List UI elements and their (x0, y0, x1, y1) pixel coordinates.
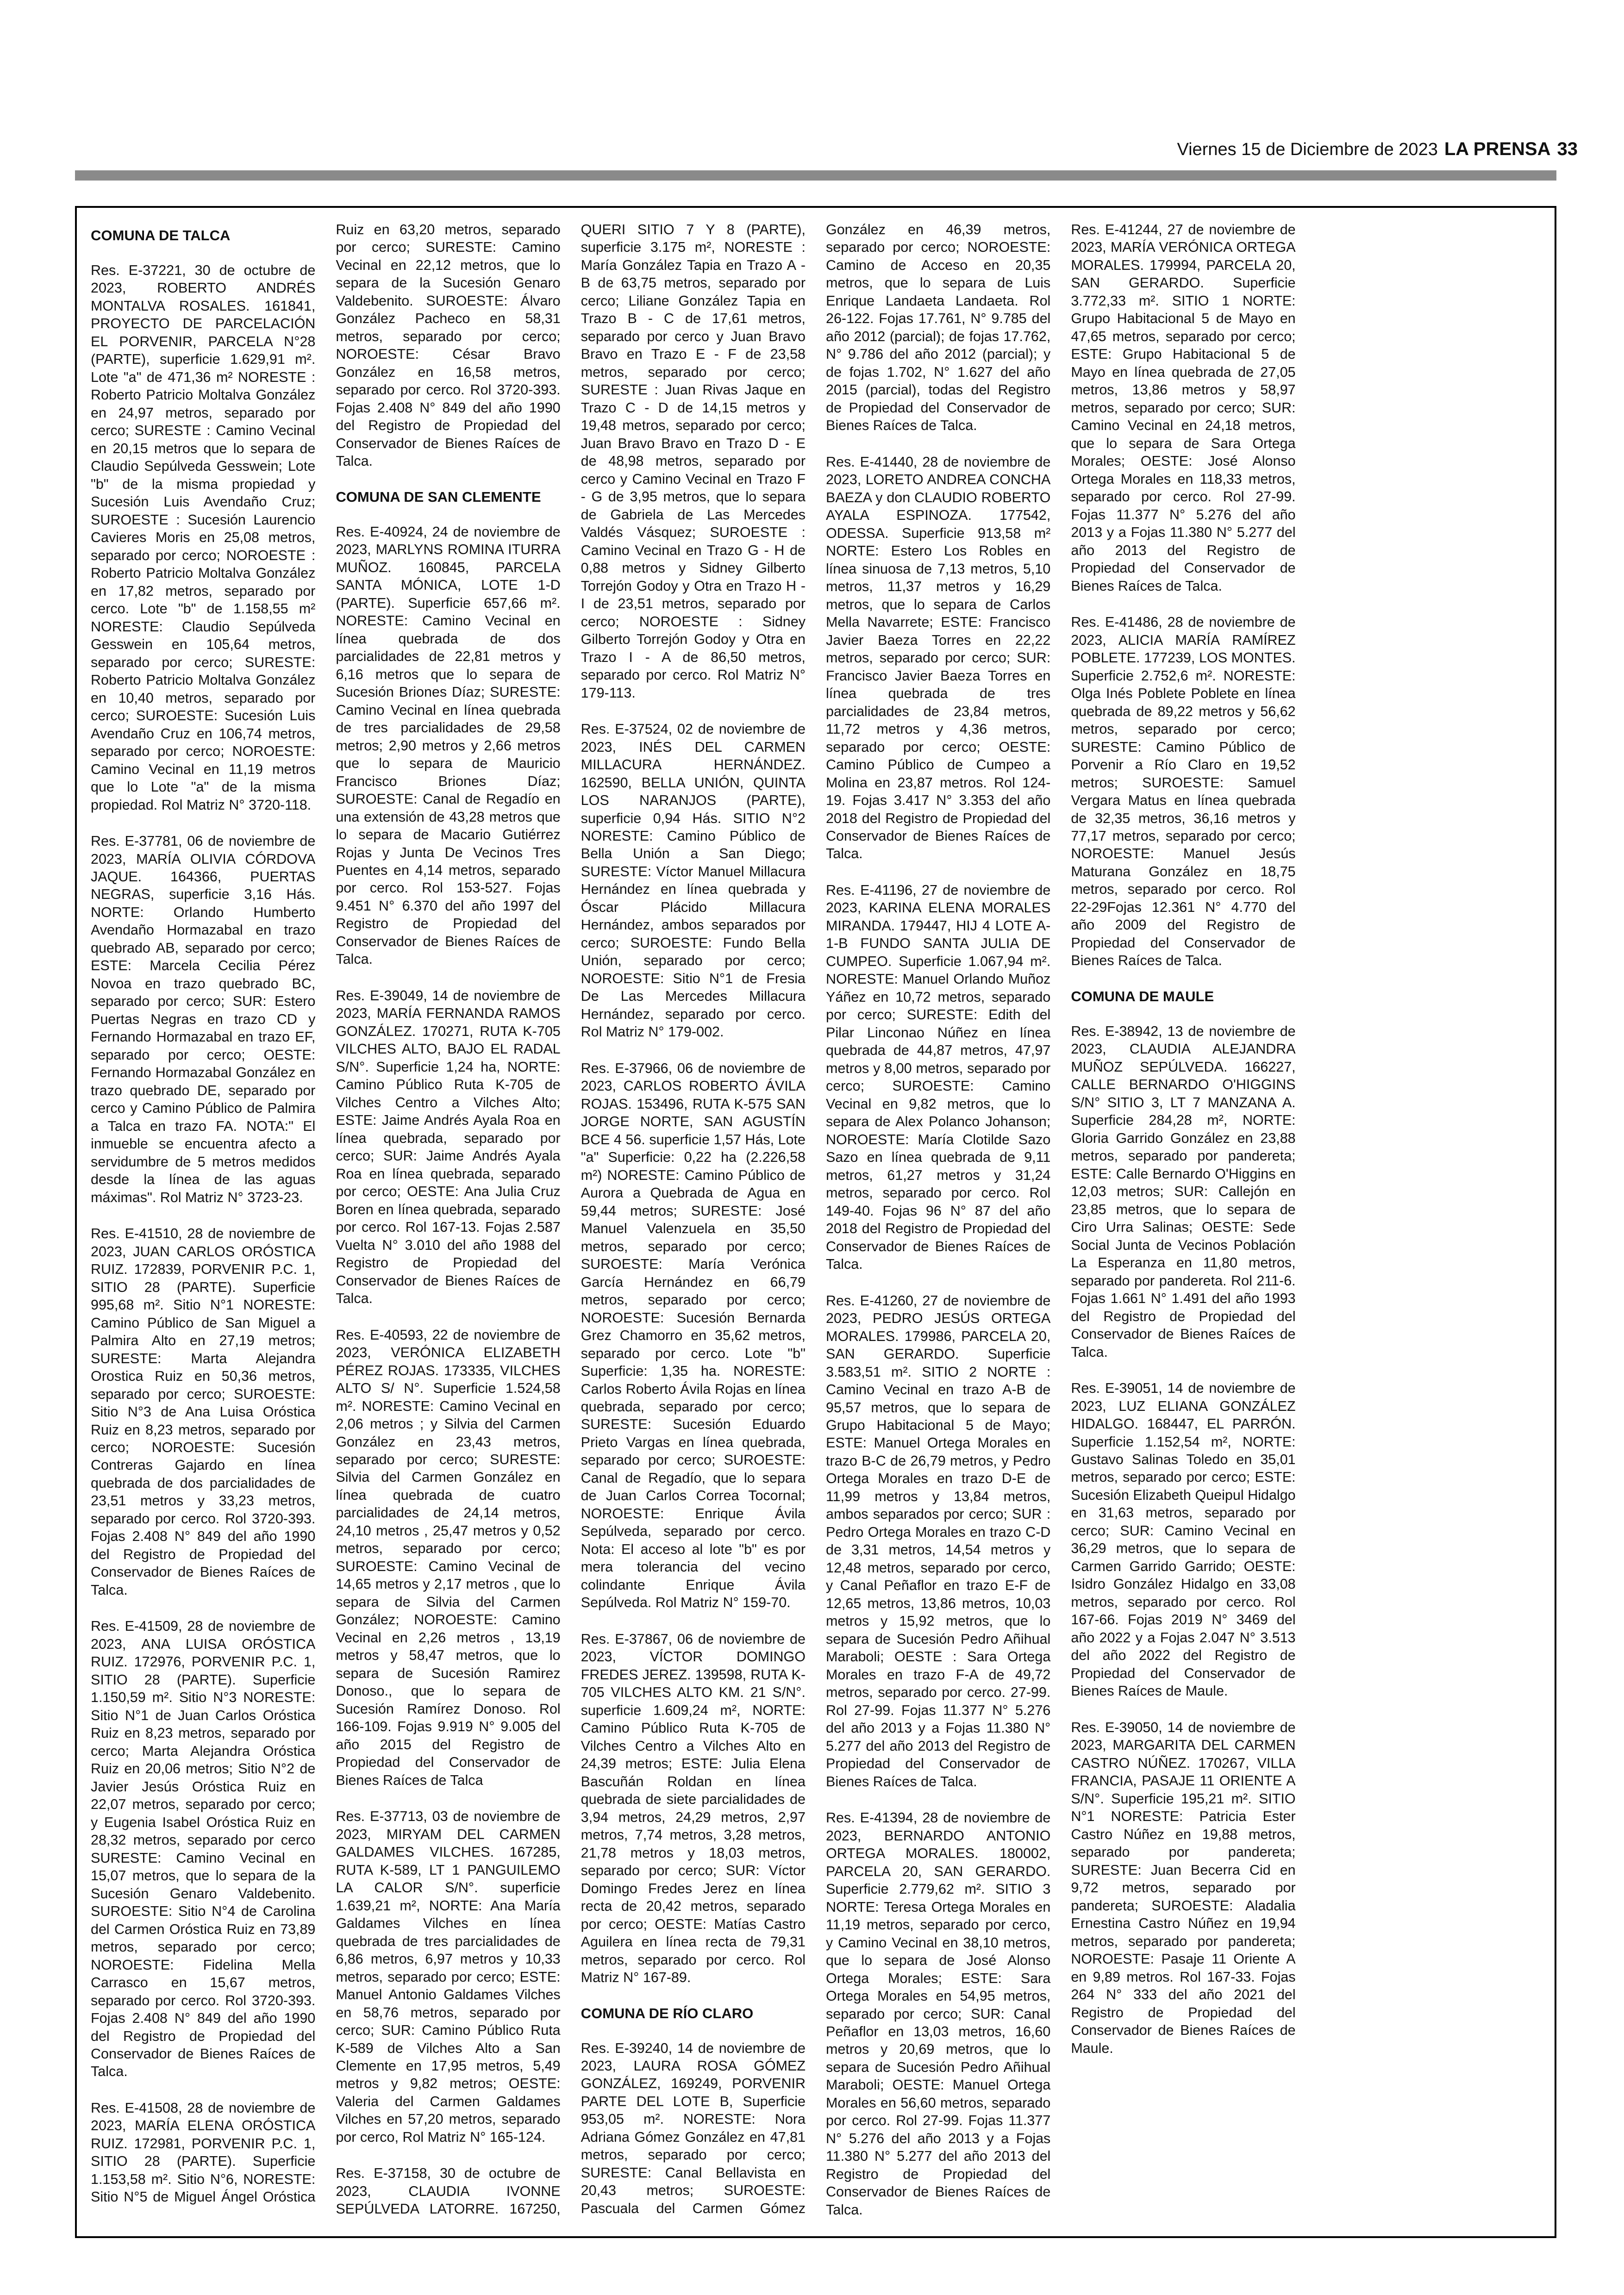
section-heading: COMUNA DE TALCA (91, 227, 231, 243)
legal-notice: Res. E-39051, 14 de noviembre de 2023, LUZ ELIANA GONZÁLEZ HIDALGO. 168447, EL PARRÓN. Superficie 1.152,54 m², NORTE: Gustavo Salinas Toledo en 35,01 metros, separado por cerco; ESTE: Sucesión Elizabeth Queipul Hidalgo en 31,63 metros, separado por cerco; SUR: Camino Vecinal en 36,29 metros, que lo separa de Carmen Garrido Garrido; OESTE: Isidro González Hidalgo en 33,08 metros, separado por cerco. Rol 167-66. Fojas 2019 N° 3469 del año 2022 y a Fojas 2.047 N° 3.513 del año 2022 del Registro de Propiedad del Conservador de Bienes Raíces de Maule. (1071, 1380, 1296, 1699)
section-heading: COMUNA DE MAULE (1071, 988, 1214, 1004)
notices-frame (75, 206, 1556, 2238)
legal-notice: Res. E-41508, 28 de noviembre de 2023, MARÍA ELENA ORÓSTICA RUIZ. 172981, PORVENIR P.C. 1, SITIO 28 (PARTE). Superficie 1.153,58 m². Sitio N°6, NORESTE: Sitio N°5 de Miguel Ángel Oróstica Ruiz en 63,20 metros, separado por cerco; SURESTE: Camino Vecinal en 22,12 metros, que lo separa de la Sucesión Genaro Valdebenito. SUROESTE: Álvaro González Pacheco en 58,31 metros, separado por cerco; NOROESTE: César Bravo González en 16,58 metros, separado por cerco. Rol 3720-393. Fojas 2.408 N° 849 del año 1990 del Registro de Propiedad del Conservador de Bienes Raíces de Talca. (91, 222, 561, 2205)
notices-columns (91, 221, 1541, 2220)
legal-notice: Res. E-41509, 28 de noviembre de 2023, ANA LUISA ORÓSTICA RUIZ. 172976, PORVENIR P.C. 1, SITIO 28 (PARTE). Superficie 1.150,59 m². Sitio N°3 NORESTE: Sitio N°1 de Juan Carlos Oróstica Ruiz en 8,23 metros, separado por cerco; Marta Alejandra Oróstica Ruiz en 20,06 metros; Sitio N°2 de Javier Jesús Oróstica Ruiz en 22,07 metros, separado por cerco; y Eugenia Isabel Oróstica Ruiz en 28,32 metros, separado por cerco SURESTE: Camino Vecinal en 15,07 metros, que lo separa de la Sucesión Genaro Valdebenito. SUROESTE: Sitio N°4 de Carolina del Carmen Oróstica Ruiz en 73,89 metros, separado por cerco; NOROESTE: Fidelina Mella Carrasco en 15,67 metros, separado por cerco. Rol 3720-393. Fojas 2.408 N° 849 del año 1990 del Registro de Propiedad del Conservador de Bienes Raíces de Talca. (91, 1618, 316, 2080)
section-heading: COMUNA DE SAN CLEMENTE (336, 488, 541, 505)
legal-notice: Res. E-37221, 30 de octubre de 2023, ROBERTO ANDRÉS MONTALVA ROSALES. 161841, PROYECTO DE PARCELACIÓN EL PORVENIR, PARCELA N°28 (PARTE), superficie 1.629,91 m². Lote "a" de 471,36 m² NORESTE : Roberto Patricio Moltalva González en 24,97 metros, separado por cerco; SURESTE : Camino Vecinal en 20,15 metros que lo separa de Claudio Sepúlveda Gesswein; Lote "b" de la misma propiedad y Sucesión Luis Avendaño Cruz; SUROESTE : Sucesión Laurencio Cavieres Moris en 25,08 metros, separado por cerco; NOROESTE : Roberto Patricio Moltalva González en 17,82 metros, separado por cerco. Lote "b" de 1.158,55 m² NORESTE: Claudio Sepúlveda Gesswein en 105,64 metros, separado por cerco; SURESTE: Roberto Patricio Moltalva González en 10,40 metros, separado por cerco; SUROESTE: Sucesión Luis Avendaño Cruz en 106,74 metros, separado por cerco; NOROESTE: Camino Vecinal en 11,19 metros que lo Lote "a" de la misma propiedad. Rol Matriz N° 3720-118. (91, 262, 316, 813)
legal-notice: Res. E-41196, 27 de noviembre de 2023, KARINA ELENA MORALES MIRANDA. 179447, HIJ 4 LOTE A-1-B FUNDO SANTA JULIA DE CUMPEO. Superficie 1.067,94 m². NORESTE: Manuel Orlando Muñoz Yáñez en 10,72 metros, separado por cerco; SURESTE: Edith del Pilar Linconao Núñez en línea quebrada de 44,87 metros, 47,97 metros y 8,00 metros, separado por cerco; SUROESTE: Camino Vecinal en 9,82 metros, que lo separa de Alex Polanco Johanson; NOROESTE: María Clotilde Sazo Sazo en línea quebrada de 9,11 metros, 61,27 metros y 31,24 metros, separado por cerco. Rol 149-40. Fojas 96 N° 87 del año 2018 del Registro de Propiedad del Conservador de Bienes Raíces de Talca. (825, 882, 1051, 1272)
legal-notice: Res. E-41486, 28 de noviembre de 2023, ALICIA MARÍA RAMÍREZ POBLETE. 177239, LOS MONTES. Superficie 2.752,6 m². NORESTE: Olga Inés Poblete Poblete en línea quebrada de 89,22 metros y 56,62 metros, separado por cerco; SURESTE: Camino Público de Porvenir a Río Claro en 19,52 metros; SUROESTE: Samuel Vergara Matus en línea quebrada de 32,35 metros, 36,16 metros y 77,17 metros, separado por cerco; NOROESTE: Manuel Jesús Maturana González en 18,75 metros, separado por cerco. Rol 22-29Fojas 12.361 N° 4.770 del año 2009 del Registro de Propiedad del Conservador de Bienes Raíces de Talca. (1071, 614, 1296, 969)
legal-notice: Res. E-41244, 27 de noviembre de 2023, MARÍA VERÓNICA ORTEGA MORALES. 179994, PARCELA 20, SAN GERARDO. Superficie 3.772,33 m². SITIO 1 NORTE: Grupo Habitacional 5 de Mayo en 47,65 metros, separado por cerco; ESTE: Grupo Habitacional 5 de Mayo en línea quebrada de 27,05 metros, 13,86 metros y 58,97 metros, separado por cerco; SUR: Camino Vecinal en 24,18 metros, que lo separa de Sara Ortega Morales; OESTE: José Alonso Ortega Morales en 118,33 metros, separado por cerco. Rol 27-99. Fojas 11.377 N° 5.276 del año 2013 y a Fojas 11.380 N° 5.277 del año 2013 del Registro de Propiedad del Conservador de Bienes Raíces de Talca. (1071, 222, 1296, 594)
masthead (1177, 139, 1578, 160)
legal-notice: Res. E-38942, 13 de noviembre de 2023, CLAUDIA ALEJANDRA MUÑOZ SEPÚLVEDA. 166227, CALLE BERNARDO O'HIGGINS S/N° SITIO 3, LT 7 MANZANA A. Superficie 284,28 m², NORTE: Gloria Garrido González en 23,88 metros, separado por pandereta; ESTE: Calle Bernardo O'Higgins en 12,03 metros; SUR: Callejón en 23,85 metros, que lo separa de Ciro Urra Salinas; OESTE: Sede Social Junta de Vecinos Población La Esperanza en 11,80 metros, separado por pandereta. Rol 211-6. Fojas 1.661 N° 1.491 del año 1993 del Registro de Propiedad del Conservador de Bienes Raíces de Talca. (1071, 1023, 1296, 1360)
legal-notice: Res. E-39049, 14 de noviembre de 2023, MARÍA FERNANDA RAMOS GONZÁLEZ. 170271, RUTA K-705 VILCHES ALTO, BAJO EL RADAL S/N°. Superficie 1,24 ha, NORTE: Camino Público Ruta K-705 de Vilches Centro a Vilches Alto; ESTE: Jaime Andrés Ayala Roa en línea quebrada, separado por cerco; SUR: Jaime Andrés Ayala Roa en línea quebrada, separado por cerco; OESTE: Ana Julia Cruz Boren en línea quebrada, separado por cerco. Rol 167-13. Fojas 2.587 Vuelta N° 3.010 del año 1988 del Registro de Propiedad del Conservador de Bienes Raíces de Talca. (336, 987, 561, 1307)
legal-notice: Res. E-41260, 27 de noviembre de 2023, PEDRO JESÚS ORTEGA MORALES. 179986, PARCELA 20, SAN GERARDO. Superficie 3.583,51 m². SITIO 2 NORTE : Camino Vecinal en trazo A-B de 95,57 metros, que lo separa de Grupo Habitacional 5 de Mayo; ESTE: Manuel Ortega Morales en trazo B-C de 26,79 metros, y Pedro Ortega Morales en trazo D-E de 11,99 metros y 13,84 metros, ambos separados por cerco; SUR : Pedro Ortega Morales en trazo C-D de 3,31 metros, 14,54 metros y 12,48 metros, separado por cerco, y Canal Peñaflor en trazo E-F de 12,65 metros, 13,86 metros, 10,03 metros y 15,92 metros, que lo separa de Sucesión Pedro Añihual Maraboli; OESTE : Sara Ortega Morales en trazo F-A de 49,72 metros, separado por cerco. 27-99. Rol 27-99. Fojas 11.377 N° 5.276 del año 2013 y a Fojas 11.380 N° 5.277 del año 2013 del Registro de Propiedad del Conservador de Bienes Raíces de Talca. (825, 1292, 1051, 1790)
legal-notice: Res. E-37713, 03 de noviembre de 2023, MIRYAM DEL CARMEN GALDAMES VILCHES. 167285, RUTA K-589, LT 1 PANGUILEMO LA CALOR S/N°. superficie 1.639,21 m², NORTE: Ana María Galdames Vilches en línea quebrada de tres parcialidades de 6,86 metros, 6,97 metros y 10,33 metros, separado por cerco; ESTE: Manuel Antonio Galdames Vilches en 58,76 metros, separado por cerco; SUR: Camino Público Ruta K-589 de Vilches Alto a San Clemente en 17,95 metros, 5,49 metros y 9,82 metros; OESTE: Valeria del Carmen Galdames Vilches en 57,20 metros, separado por cerco, Rol Matriz N° 165-124. (336, 1809, 561, 2145)
legal-notice: Res. E-40593, 22 de noviembre de 2023, VERÓNICA ELIZABETH PÉREZ ROJAS. 173335, VILCHES ALTO S/ N°. Superficie 1.524,58 m². NORESTE: Camino Vecinal en 2,06 metros ; y Silvia del Carmen González en 23,43 metros, separado por cerco; SURESTE: Silvia del Carmen González en línea quebrada de cuatro parcialidades de 24,14 metros, 24,10 metros , 25,47 metros y 0,52 metros, separado por cerco; SUROESTE: Camino Vecinal de 14,65 metros y 2,17 metros , que lo separa de Silvia del Carmen González; NOROESTE: Camino Vecinal en 2,26 metros , 13,19 metros y 58,47 metros, que lo separa de Sucesión Ramirez Donoso., que lo separa de Sucesión Ramírez Donoso. Rol 166-109. Fojas 9.919 N° 9.005 del año 2015 del Registro de Propiedad del Conservador de Bienes Raíces de Talca (336, 1327, 561, 1788)
legal-notice: Res. E-37867, 06 de noviembre de 2023, VÍCTOR DOMINGO FREDES JEREZ. 139598, RUTA K-705 VILCHES ALTO KM. 21 S/N°. superficie 1.609,24 m², NORTE: Camino Público Ruta K-705 de Vilches Centro a Vilches Alto en 24,39 metros; ESTE: Julia Elena Bascuñán Roldan en línea quebrada de siete parcialidades de 3,94 metros, 24,29 metros, 2,97 metros, 7,74 metros, 3,28 metros, 21,78 metros y 18,03 metros, separado por cerco; SUR: Víctor Domingo Fredes Jerez en línea recta de 20,42 metros, separado por cerco; OESTE: Matías Castro Aguilera en línea recta de 79,31 metros, separado por cerco. Rol Matriz N° 167-89. (581, 1631, 806, 1986)
page-number: 33 (1557, 139, 1578, 159)
page-header (0, 0, 1624, 167)
header-rule (75, 170, 1556, 181)
legal-notice: Res. E-41394, 28 de noviembre de 2023, BERNARDO ANTONIO ORTEGA MORALES. 180002, PARCELA 20, SAN GERARDO. Superficie 2.779,62 m². SITIO 3 NORTE: Teresa Ortega Morales en 11,19 metros, separado por cerco, y Camino Vecinal en 38,10 metros, que lo separa de José Alonso Ortega Morales; ESTE: Sara Ortega Morales en 54,95 metros, separado por cerco; SUR: Canal Peñaflor en 13,03 metros, 16,60 metros y 20,69 metros, que lo separa de Sucesión Pedro Añihual Maraboli; OESTE: Manuel Ortega Morales en 56,60 metros, separado por cerco. Rol 27-99. Fojas 11.377 N° 5.276 del año 2013 y a Fojas 11.380 N° 5.277 del año 2013 del Registro de Propiedad del Conservador de Bienes Raíces de Talca. (825, 1810, 1051, 2218)
legal-notice: Res. E-39050, 14 de noviembre de 2023, MARGARITA DEL CARMEN CASTRO NÚÑEZ. 170267, VILLA FRANCIA, PASAJE 11 ORIENTE A S/N°. Superficie 195,21 m². SITIO N°1 NORESTE: Patricia Ester Castro Núñez en 19,88 metros, separado por pandereta; SURESTE: Juan Becerra Cid en 9,72 metros, separado por pandereta; SUROESTE: Aladalia Ernestina Castro Núñez en 19,94 metros, separado por pandereta; NOROESTE: Pasaje 11 Oriente A en 9,89 metros. Rol 167-33. Fojas 264 N° 333 del año 2021 del Registro de Propiedad del Conservador de Bienes Raíces de Maule. (1071, 1719, 1296, 2056)
newspaper-name: LA PRENSA (1444, 139, 1551, 159)
legal-notice: Res. E-37966, 06 de noviembre de 2023, CARLOS ROBERTO ÁVILA ROJAS. 153496, RUTA K-575 SAN JORGE NORTE, SAN AGUSTÍN BCE 4 56. superficie 1,57 Hás, Lote "a" Superficie: 0,22 ha (2.226,58 m²) NORESTE: Camino Público de Aurora a Quebrada de Agua en 59,44 metros; SURESTE: José Manuel Valenzuela en 35,50 metros, separado por cerco; SUROESTE: María Verónica García Hernández en 66,79 metros, separado por cerco; NOROESTE: Sucesión Bernarda Grez Chamorro en 35,62 metros, separado por cerco. Lote "b" Superficie: 1,35 ha. NORESTE: Carlos Roberto Ávila Rojas en línea quebrada, separado por cerco; SURESTE: Sucesión Eduardo Prieto Vargas en línea quebrada, separado por cerco; SUROESTE: Canal de Regadío, que lo separa de Juan Carlos Correa Tocornal; NOROESTE: Enrique Ávila Sepúlveda, separado por cerco. Nota: El acceso al lote "b" es por mera tolerancia del vecino colindante Enrique Ávila Sepúlveda. Rol Matriz N° 159-70. (581, 1060, 806, 1611)
legal-notice: Res. E-37781, 06 de noviembre de 2023, MARÍA OLIVIA CÓRDOVA JAQUE. 164366, PUERTAS NEGRAS, superficie 3,16 Hás. NORTE: Orlando Humberto Avendaño Hormazabal en trazo quebrado AB, separado por cerco; ESTE: Marcela Cecilia Pérez Novoa en trazo quebrado BC, separado por cerco; SUR: Estero Puertas Negras en trazo CD y Fernando Hormazabal en trazo EF, separado por cerco; OESTE: Fernando Hormazabal González en trazo quebrado DE, separado por cerco y Camino Público de Palmira a Talca en trazo FA. NOTA:" El inmueble se encuentra afecto a servidumbre de 5 metros medidos desde la línea de las aguas máximas". Rol Matriz N° 3723-23. (91, 833, 316, 1205)
legal-notice: Res. E-41440, 28 de noviembre de 2023, LORETO ANDREA CONCHA BAEZA y don CLAUDIO ROBERTO AYALA ESPINOZA. 177542, ODESSA. Superficie 913,58 m² NORTE: Estero Los Robles en línea sinuosa de 7,13 metros, 5,10 metros, 11,37 metros y 16,29 metros, que lo separa de Carlos Mella Navarrete; ESTE: Francisco Javier Baeza Torres en 22,22 metros, separado por cerco; SUR: Francisco Javier Baeza Torres en línea quebrada de tres parcialidades de 23,84 metros, 11,72 metros y 4,36 metros, separado por cerco; OESTE: Camino Público de Cumpeo a Molina en 23,87 metros. Rol 124-19. Fojas 3.417 N° 3.353 del año 2018 del Registro de Propiedad del Conservador de Bienes Raíces de Talca. (825, 454, 1051, 862)
legal-notice: Res. E-39240, 14 de noviembre de 2023, LAURA ROSA GÓMEZ GONZÁLEZ, 169249, PORVENIR PARTE DEL LOTE B, Superficie 953,05 m². NORESTE: Nora Adriana Gómez González en 47,81 metros, separado por cerco; SURESTE: Canal Bellavista en 20,43 metros; SUROESTE: Pascuala del Carmen Gómez González en 46,39 metros, separado por cerco; NOROESTE: Camino de Acceso en 20,35 metros, que lo separa de Luis Enrique Landaeta Landaeta. Rol 26-122. Fojas 17.761, N° 9.785 del año 2012 (parcial); de fojas 17.762, N° 9.786 del año 2012 (parcial); y de fojas 1.702, N° 1.627 del año 2015 (parcial), todas del Registro de Propiedad del Conservador de Bienes Raíces de Talca. (581, 222, 1051, 2216)
legal-notice: Res. E-41510, 28 de noviembre de 2023, JUAN CARLOS ORÓSTICA RUIZ. 172839, PORVENIR P.C. 1, SITIO 28 (PARTE). Superficie 995,68 m². Sitio N°1 NORESTE: Camino Público de San Miguel a Palmira Alto en 27,19 metros; SURESTE: Marta Alejandra Orostica Ruiz en 50,36 metros, separado por cerco; SUROESTE: Sitio N°3 de Ana Luisa Oróstica Ruiz en 8,23 metros, separado por cerco; NOROESTE: Sucesión Contreras Gajardo en línea quebrada de dos parcialidades de 23,51 metros y 33,23 metros, separado por cerco. Rol 3720-393. Fojas 2.408 N° 849 del año 1990 del Registro de Propiedad del Conservador de Bienes Raíces de Talca. (91, 1226, 316, 1598)
legal-notice: Res. E-37524, 02 de noviembre de 2023, INÉS DEL CARMEN MILLACURA HERNÁNDEZ. 162590, BELLA UNIÓN, QUINTA LOS NARANJOS (PARTE), superficie 0,94 Hás. SITIO N°2 NORESTE: Camino Público de Bella Unión a San Diego; SURESTE: Víctor Manuel Millacura Hernández en línea quebrada y Óscar Plácido Millacura Hernández, ambos separados por cerco; SUROESTE: Fundo Bella Unión, separado por cerco; NOROESTE: Sitio N°1 de Fresia De Las Mercedes Millacura Hernández, separado por cerco. Rol Matriz N° 179-002. (581, 721, 806, 1040)
section-heading: COMUNA DE RÍO CLARO (581, 2005, 754, 2021)
legal-notice: Res. E-40924, 24 de noviembre de 2023, MARLYNS ROMINA ITURRA MUÑOZ. 160845, PARCELA SANTA MÓNICA, LOTE 1-D (PARTE). Superficie 657,66 m². NORESTE: Camino Vecinal en línea quebrada de dos parcialidades de 22,81 metros y 6,16 metros que lo separa de Sucesión Briones Díaz; SURESTE: Camino Vecinal en línea quebrada de tres parcialidades de 29,58 metros; 2,90 metros y 2,66 metros que lo separa de Mauricio Francisco Briones Díaz; SUROESTE: Canal de Regadío en una extensión de 43,28 metros que lo separa de Macario Gutiérrez Rojas y Junta De Vecinos Tres Puentes en 4,14 metros, separado por cerco. Rol 153-527. Fojas 9.451 N° 6.370 del año 1997 del Registro de Propiedad del Conservador de Bienes Raíces de Talca. (336, 524, 561, 967)
issue-date: Viernes 15 de Diciembre de 2023 (1177, 140, 1438, 159)
legal-notice: Res. E-37158, 30 de octubre de 2023, CLAUDIA IVONNE SEPÚLVEDA LATORRE. 167250, QUERI SITIO 7 Y 8 (PARTE), superficie 3.175 m², NORESTE : María González Tapia en Trazo A - B de 63,75 metros, separado por cerco; Liliane González Tapia en Trazo B - C de 17,61 metros, separado por cerco y Juan Bravo Bravo en Trazo E - F de 23,58 metros, separado por cerco; SURESTE : Juan Rivas Jaque en Trazo C - D de 14,15 metros y 19,48 metros, separado por cerco; Juan Bravo Bravo en Trazo D - E de 48,98 metros, separado por cerco y Camino Vecinal en Trazo F - G de 3,95 metros, que lo separa de Gabriela de Las Mercedes Valdés Vásquez; SUROESTE : Camino Vecinal en Trazo G - H de 0,88 metros y Sidney Gilberto Torrejón Godoy y Otra en Trazo H - I de 23,51 metros, separado por cerco; NOROESTE : Sidney Gilberto Torrejón Godoy y Otra en Trazo I - A de 86,50 metros, separado por cerco. Rol Matriz N° 179-113. (336, 222, 806, 2217)
